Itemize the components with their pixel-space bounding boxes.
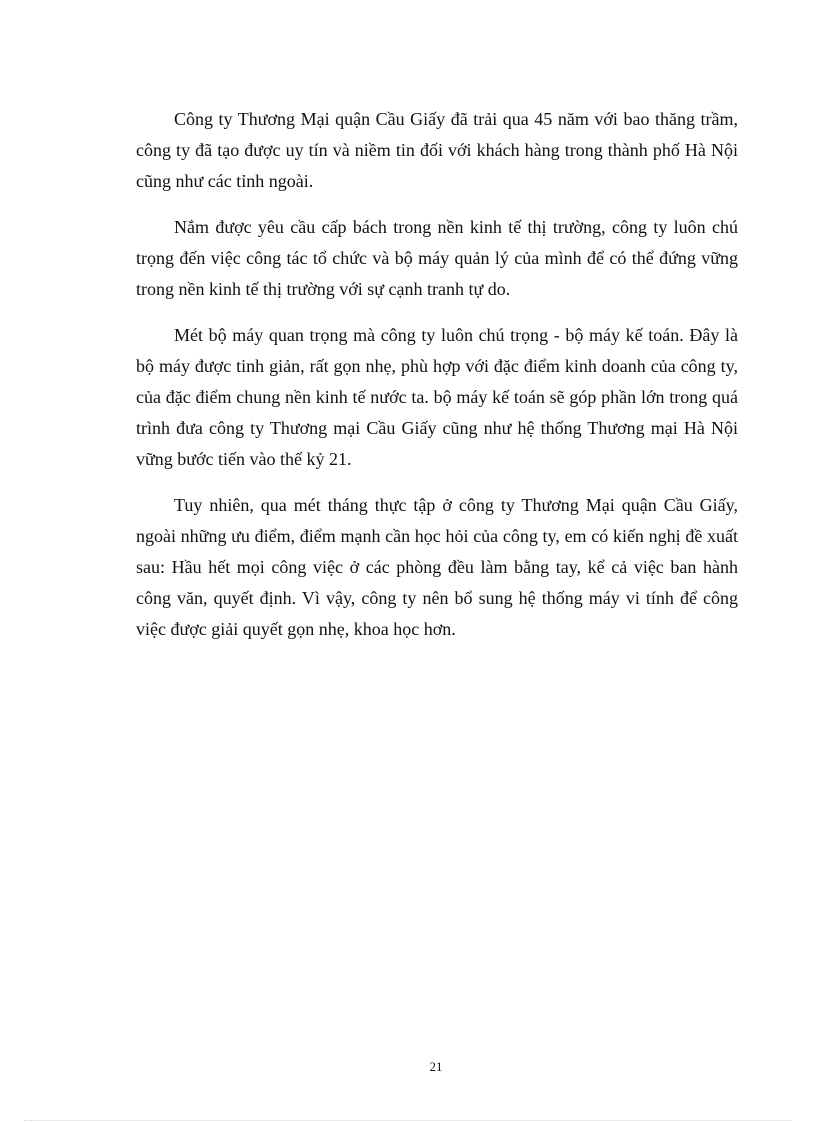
paragraph-recommendations: Tuy nhiên, qua mét tháng thực tập ở công ty Thương Mại quận Cầu Giấy, ngoài những ưu điểm, điểm mạnh cần học hỏi của công ty, em có kiến nghị đề xuất sau: Hầu hết mọi công việc ở các phòng đều làm bằng tay, kể cả việc ban hành công văn, quyết định. Vì vậy, công ty nên bổ sung hệ thống máy vi tính để công việc được giải quyết gọn nhẹ, khoa học hơn.	[136, 495, 738, 639]
paragraph-market-requirements: Nắm được yêu cầu cấp bách trong nền kinh tế thị trường, công ty luôn chú trọng đến việc công tác tổ chức và bộ máy quản lý của mình để có thể đứng vững trong nền kinh tế thị trường với sự cạnh tranh tự do.	[136, 217, 738, 299]
paragraph-accounting-apparatus: Mét bộ máy quan trọng mà công ty luôn chú trọng - bộ máy kế toán. Đây là bộ máy được tinh giản, rất gọn nhẹ, phù hợp với đặc điểm kinh doanh của công ty, của đặc điểm chung nền kinh tế nước ta. bộ máy kế toán sẽ góp phần lớn trong quá trình đưa công ty Thương mại Cầu Giấy cũng như hệ thống Thương mại Hà Nội vững bước tiến vào thế kỷ 21.	[136, 325, 738, 469]
page-bottom-divider	[24, 1120, 792, 1121]
paragraph-company-history: Công ty Thương Mại quận Cầu Giấy đã trải qua 45 năm với bao thăng trầm, công ty đã tạo được uy tín và niềm tin đối với khách hàng trong thành phố Hà Nội cũng như các tỉnh ngoài.	[136, 109, 738, 191]
document-body	[136, 104, 738, 660]
page-number: 21	[429, 1059, 443, 1074]
